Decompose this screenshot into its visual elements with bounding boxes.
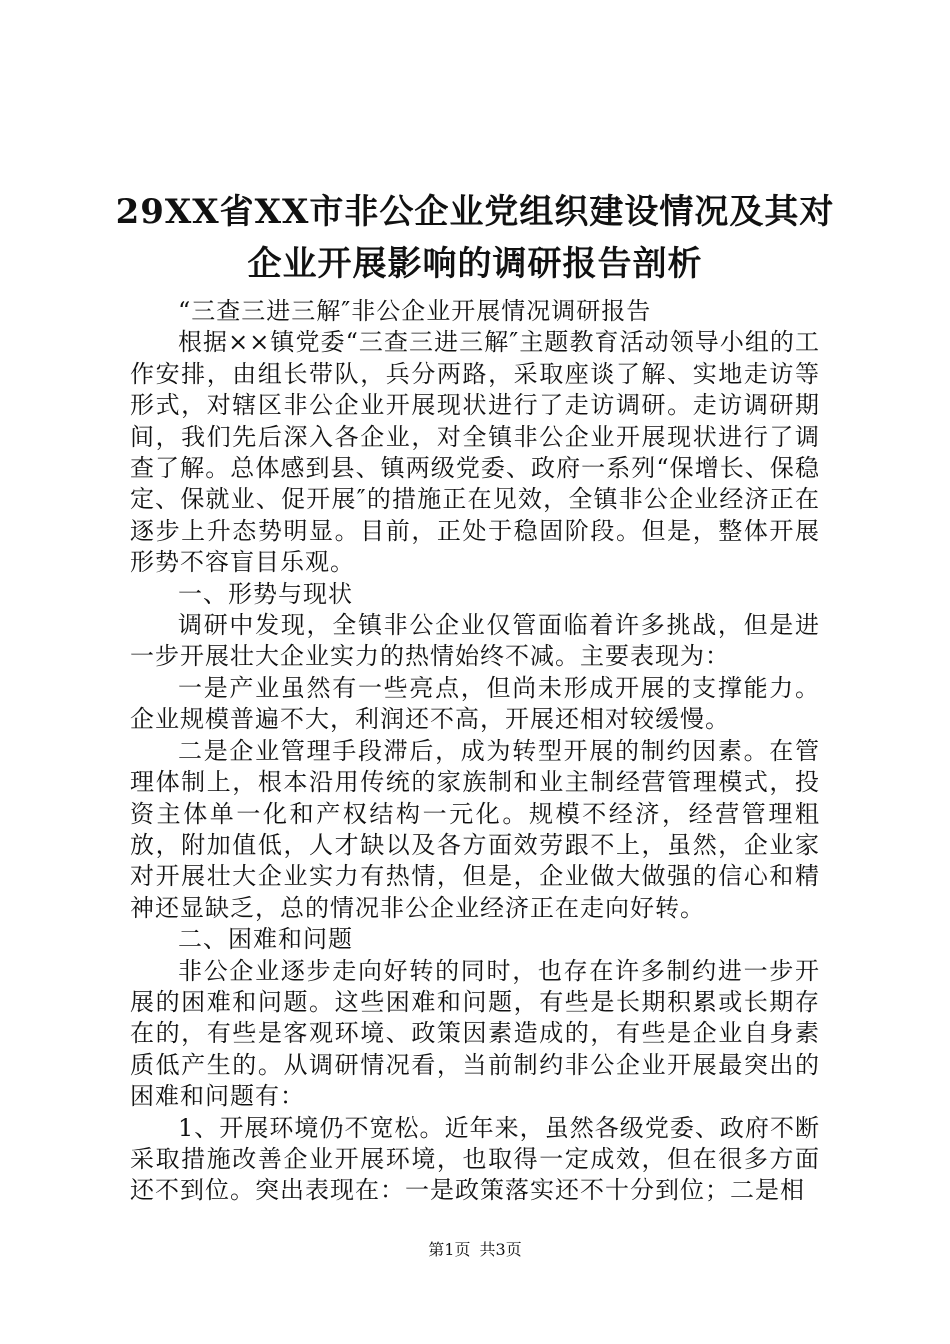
document-body (130, 296, 820, 1207)
section-heading-situation: 一、形势与现状 (178, 579, 353, 608)
intro-paragraph: 根据××镇党委“三查三进三解″主题教育活动领导小组的工作安排，由组长带队，兵分两路，采取座谈了解、实地走访等形式，对辖区非公企业开展现状进行了走访调研。走访调研期间，我们先后深入各企业，对全镇非公企业开展现状进行了调查了解。总体感到县、镇两级党委、政府一系列“保增长、保稳定、保就业、促开展″的措施正在见效，全镇非公企业经济正在逐步上升态势明显。目前，正处于稳固阶段。但是，整体开展形势不容盲目乐观。 (130, 328, 820, 577)
situation-paragraph: 调研中发现，全镇非公企业仅管面临着许多挑战，但是进一步开展壮大企业实力的热情始终不减。主要表现为： (130, 611, 820, 671)
report-subtitle: “三查三进三解″非公企业开展情况调研报告 (178, 297, 652, 325)
problems-paragraph: 非公企业逐步走向好转的同时，也存在许多制约进一步开展的困难和问题。这些困难和问题，有些是长期积累或长期存在的，有些是客观环境、政策因素造成的，有些是企业自身素质低产生的。从调研情况看，当前制约非公企业开展最突出的困难和问题有： (130, 956, 820, 1111)
section-heading-problems: 二、困难和问题 (178, 925, 353, 954)
page-number-total: 共3页 (479, 1240, 522, 1259)
page-number-current: 第1页 (428, 1240, 471, 1259)
title-line-2: 企业开展影响的调研报告剖析 (247, 244, 703, 284)
page-footer (0, 1240, 950, 1260)
document-title (100, 186, 850, 290)
problem-one-paragraph: 1、开展环境仍不宽松。近年来，虽然各级党委、政府不断采取措施改善企业开展环境，也取得一定成效，但在很多方面还不到位。突出表现在：一是政策落实还不十分到位；二是相 (130, 1113, 820, 1205)
point-two-paragraph: 二是企业管理手段滞后，成为转型开展的制约因素。在管理体制上，根本沿用传统的家族制和业主制经营管理模式，投资主体单一化和产权结构一元化。规模不经济，经营管理粗放，附加值低，人才缺以及各方面效劳跟不上，虽然，企业家对开展壮大企业实力有热情，但是，企业做大做强的信心和精神还显缺乏，总的情况非公企业经济正在走向好转。 (130, 736, 820, 922)
title-line-1: 29XX省XX市非公企业党组织建设情况及其对 (115, 192, 835, 232)
point-one-paragraph: 一是产业虽然有一些亮点，但尚未形成开展的支撑能力。企业规模普遍不大，利润还不高，开展还相对较缓慢。 (130, 673, 820, 734)
